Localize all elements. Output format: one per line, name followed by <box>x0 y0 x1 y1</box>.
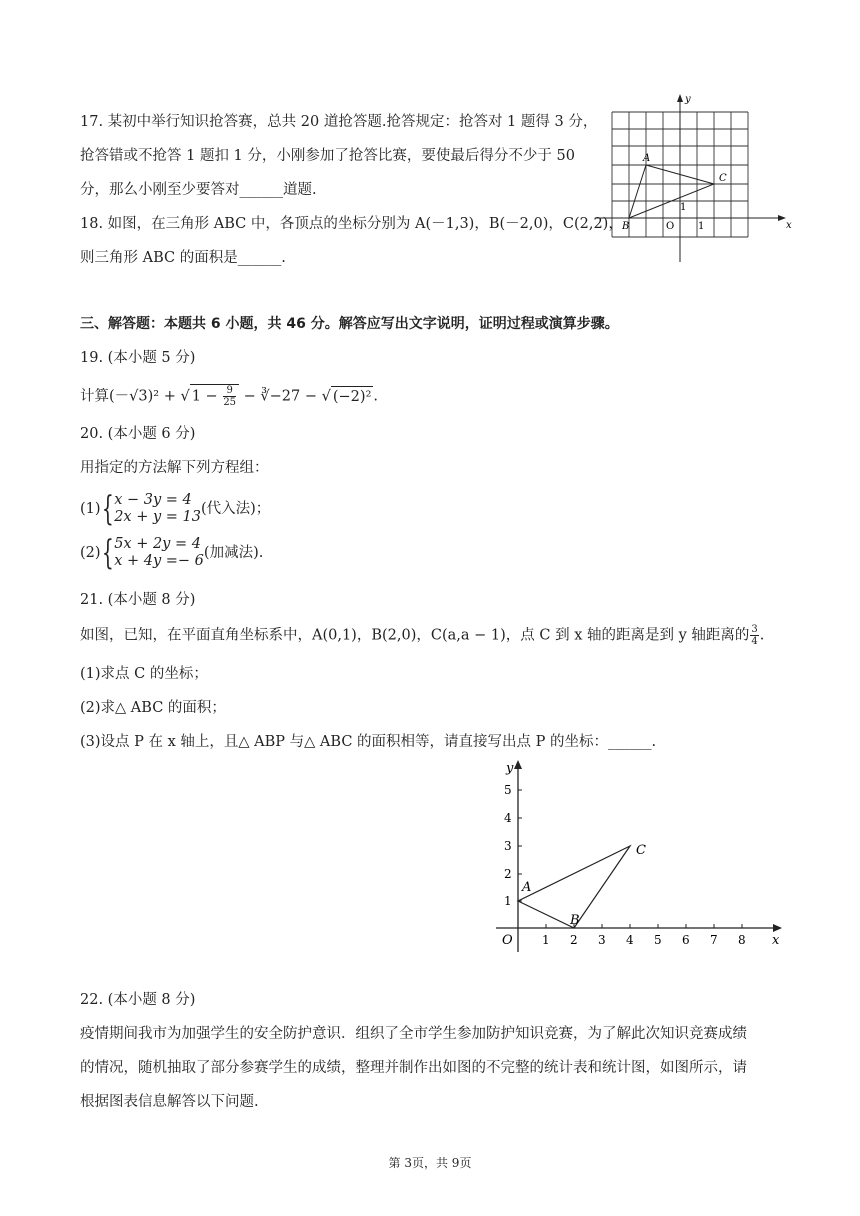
q21-step1: (1)求点 C 的坐标； <box>80 666 208 682</box>
q21-x-tick-1: 1 <box>542 933 550 947</box>
q20-p2-label: (2) <box>80 545 101 561</box>
q21-y-tick-5: 5 <box>504 783 512 797</box>
triangle-abc <box>629 165 714 218</box>
q21-x-tick-8: 8 <box>738 933 746 947</box>
q19-part2: − ∛−27 − <box>239 388 322 405</box>
q20-p1-eq1: x − 3y = 4 <box>114 492 192 508</box>
q19-frac-num: 9 <box>223 385 236 397</box>
q21-coordinate-figure <box>496 756 792 956</box>
q21-step3: (3)设点 P 在 x 轴上，且△ ABP 与△ ABC 的面积相等，请直接写出点 P 的坐标：______. <box>80 734 657 750</box>
q22-line3: 根据图表信息解答以下问题. <box>80 1094 259 1110</box>
q21-x-label: x <box>772 933 780 948</box>
q19-expression: 计算(－√3)² + √ 1 − $\frac{9}{25}$ − ∛−27 − √ (−2)² . <box>80 385 378 408</box>
q21-frac-num: 3 <box>751 624 758 635</box>
q20-p1-eq2: 2x + y = 13 <box>114 509 201 525</box>
q17-line2: 抢答错或不抢答 1 题扣 1 分，小刚参加了抢答比赛，要使最后得分不少于 50 <box>80 148 575 164</box>
q17-line1: 17. 某初中举行知识抢答赛，总共 20 道抢答题.抢答规定：抢答对 1 题得 3 分， <box>80 114 598 130</box>
page-footer: 第 3页，共 9页 <box>388 1156 472 1170</box>
q19-end: . <box>373 388 378 405</box>
q21-label-a: A <box>522 880 532 895</box>
q21-heading: 21. (本小题 8 分) <box>80 592 196 608</box>
grid-y-label: y <box>685 94 691 105</box>
q22-line2: 的情况，随机抽取了部分参赛学生的成绩，整理并制作出如图的不完整的统计表和统计图，如图所示，请 <box>80 1060 747 1076</box>
q20-system-2: (2){ 5x + 2y = 4 x + 4y =− 6 (加减法). <box>80 533 264 573</box>
grid-label-one-x: 1 <box>698 221 705 232</box>
section-3-heading: 三、解答题：本题共 6 小题，共 46 分。解答应写出文字说明，证明过程或演算步骤。 <box>80 316 619 332</box>
q20-intro: 用指定的方法解下列方程组： <box>80 460 269 476</box>
q21-x-tick-5: 5 <box>654 933 662 947</box>
q22-heading: 22. (本小题 8 分) <box>80 992 196 1008</box>
q21-intro <box>80 624 764 647</box>
grid-label-b: B <box>622 221 630 232</box>
q19-root1-a: 1 − <box>191 388 223 405</box>
q21-y-tick-4: 4 <box>504 811 512 825</box>
q19-root2: (−2)² <box>331 386 374 407</box>
q21-label-b: B <box>570 913 580 928</box>
q20-p2-eq1: 5x + 2y = 4 <box>114 536 201 552</box>
q18-grid-figure <box>596 92 796 267</box>
q21-intro-end: . <box>759 627 765 644</box>
q21-y-label: y <box>506 761 514 776</box>
q21-x-tick-4: 4 <box>626 933 634 947</box>
q19-heading: 19. (本小题 5 分) <box>80 350 196 366</box>
q20-p2-eq2: x + 4y =− 6 <box>114 553 204 569</box>
q17-line3: 分，那么小刚至少要答对______道题. <box>80 182 317 198</box>
q20-p2-method: (加减法). <box>203 545 264 561</box>
q21-origin-label: O <box>502 933 513 948</box>
q18-line2: 则三角形 ABC 的面积是______. <box>80 250 286 266</box>
q20-p1-method: (代入法)； <box>200 501 271 517</box>
q21-y-tick-1: 1 <box>504 894 512 908</box>
q21-frac-den: 4 <box>751 636 758 647</box>
grid-label-a: A <box>643 153 651 164</box>
q19-frac-den: 25 <box>223 397 237 408</box>
grid-label-o: O <box>666 221 675 232</box>
q21-y-tick-2: 2 <box>504 867 512 881</box>
q20-p1-label: (1) <box>80 501 101 517</box>
grid-label-one-y: 1 <box>680 202 687 213</box>
grid-x-label: x <box>786 220 792 231</box>
q21-y-tick-3: 3 <box>504 839 512 853</box>
q20-system-1: (1){ x − 3y = 4 2x + y = 13 (代入法)； <box>80 489 271 529</box>
q21-step2: (2)求△ ABC 的面积； <box>80 700 226 716</box>
q21-x-tick-2: 2 <box>570 933 578 947</box>
q18-line1: 18. 如图，在三角形 ABC 中，各顶点的坐标分别为 A(－1,3)，B(－2,0)，C(2,2)， <box>80 216 623 232</box>
q19-part1: (－√3)² + <box>109 388 181 405</box>
q20-heading: 20. (本小题 6 分) <box>80 426 196 442</box>
q21-label-c: C <box>636 843 646 858</box>
q21-intro-text: 如图，已知，在平面直角坐标系中，A(0,1)，B(2,0)，C(a,a − 1)，点 C 到 x 轴的距离是到 y 轴距离的 <box>80 627 750 644</box>
q22-line1: 疫情期间我市为加强学生的安全防护意识．组织了全市学生参加防护知识竞赛，为了解此次知识竞赛成绩 <box>80 1026 747 1042</box>
q21-x-tick-3: 3 <box>598 933 606 947</box>
q21-x-tick-6: 6 <box>682 933 690 947</box>
grid-label-c: C <box>719 173 727 184</box>
q19-calc-label: 计算 <box>80 388 109 405</box>
q21-x-tick-7: 7 <box>710 933 718 947</box>
